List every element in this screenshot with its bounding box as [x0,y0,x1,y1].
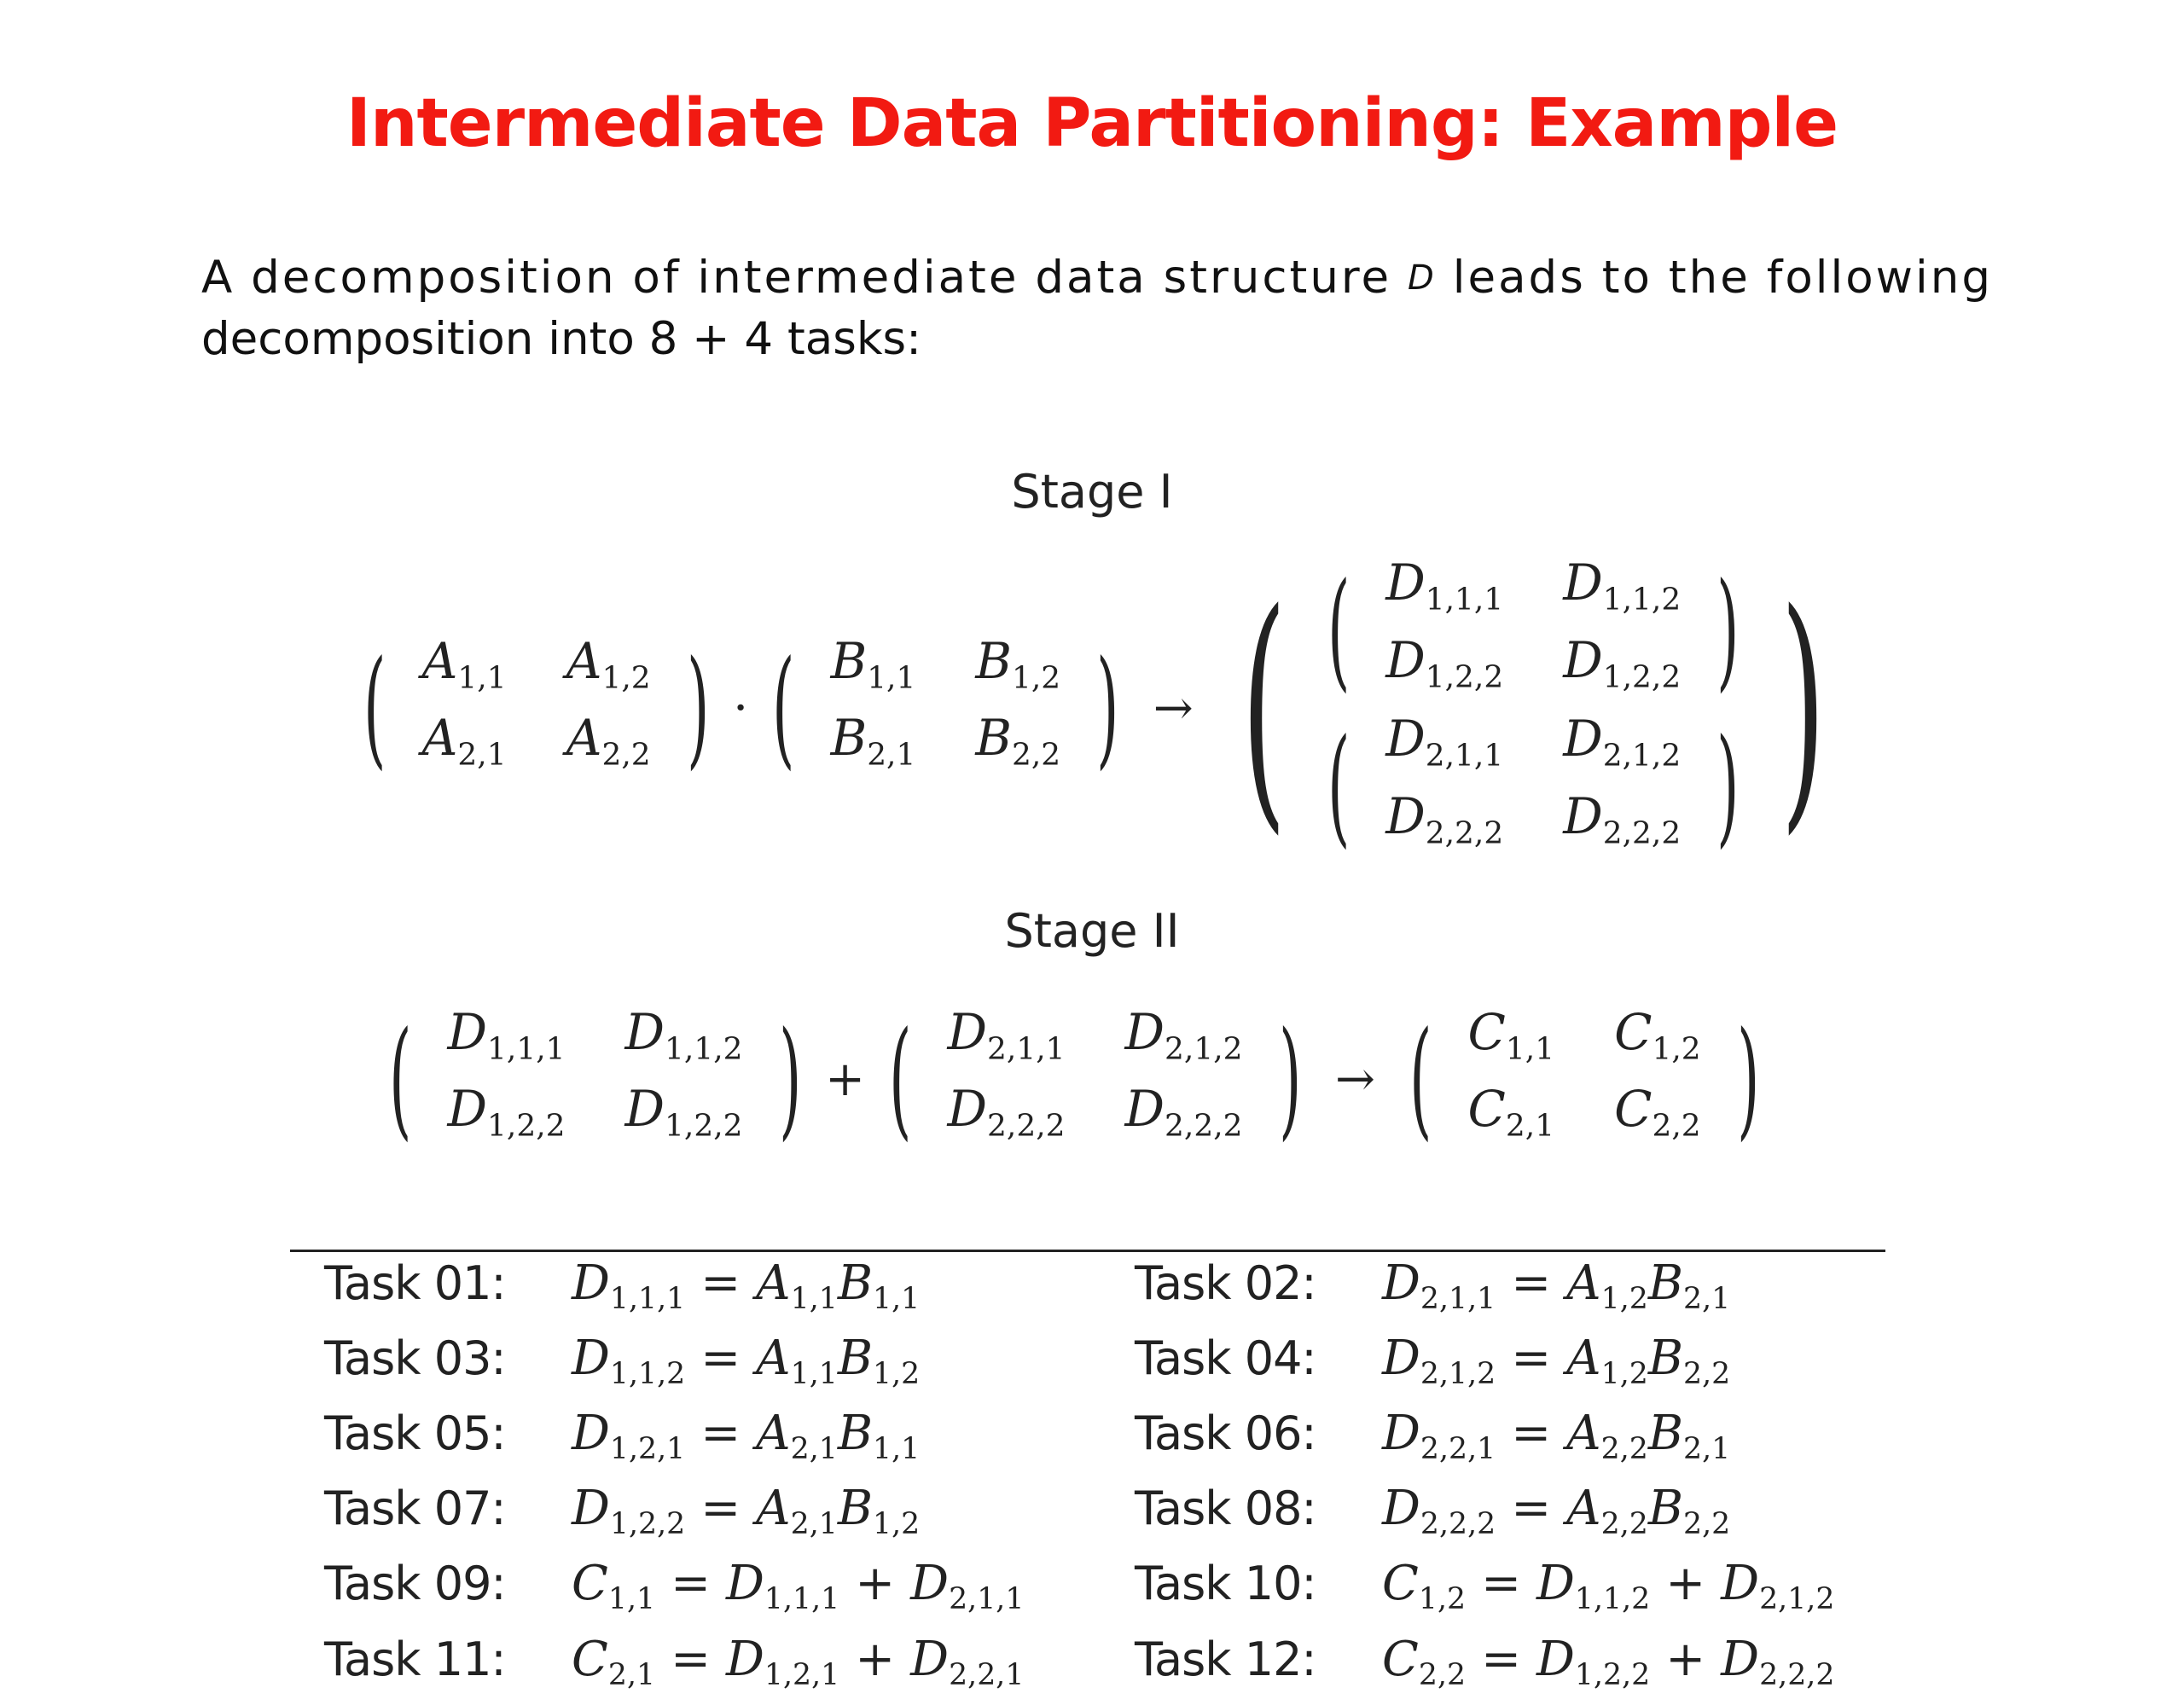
c-entry: $C_{1,1}$ [1467,1002,1555,1066]
b-entry: $B_{1,2}$ [975,631,1061,695]
task-expression [1382,1479,1877,1554]
matrix-c [1446,1002,1723,1154]
task-rhs-term: $D_{2,1,2}$ [1721,1556,1835,1617]
task-label: Task 09: [324,1557,506,1611]
task-rhs-term: $B_{1,2}$ [837,1331,921,1392]
task-expression [572,1479,1135,1554]
dot-operator: · [733,680,749,736]
stage-2-label: Stage II [1004,904,1180,958]
stage-2-equation [375,998,1773,1160]
a-entry: $A_{1,2}$ [566,631,651,695]
plus-sign: + [1665,1556,1706,1612]
task-rhs-term: $D_{2,1,1}$ [910,1556,1025,1617]
equals-sign: = [671,1631,711,1687]
task-rhs-term: $D_{2,2,1}$ [910,1631,1025,1692]
matrix-cell [1468,1082,1555,1154]
task-expression [572,1554,1135,1629]
matrix-cell [421,631,507,706]
matrix-cell [1563,786,1682,861]
b-entry: $B_{1,1}$ [830,631,916,695]
plus-sign: + [1665,1631,1706,1687]
task-label: Task 06: [1135,1406,1316,1461]
task-lhs: $C_{1,2}$ [1382,1556,1467,1617]
task-expression [1382,1404,1877,1479]
task-label: Task 05: [324,1406,506,1461]
task-rhs-term: $D_{1,2,1}$ [726,1631,840,1692]
left-paren: ( [889,1005,912,1153]
equals-sign: = [700,1331,741,1387]
right-paren: ) [1278,1005,1301,1153]
outer-left-paren: ( [1240,559,1287,856]
d-entry: $D_{1,2,2}$ [1385,630,1504,694]
task-rhs-term: $B_{2,1}$ [1647,1406,1731,1467]
arrow-operator: → [1335,1051,1375,1107]
intro-line-1: A decomposition of intermediate data structure D leads to the following [201,247,1993,309]
task-rhs-term: $A_{2,1}$ [756,1406,838,1467]
task-expression [572,1254,1135,1329]
d-entry: $D_{1,2,2}$ [624,1080,743,1144]
task-rhs-term: $D_{1,1,1}$ [726,1556,840,1617]
variable-d: D [1408,258,1437,298]
d-entry: $D_{1,1,2}$ [624,1002,743,1066]
equals-sign: = [1511,1481,1552,1537]
right-paren: ) [686,634,710,782]
stage-1-equation [350,554,1853,861]
task-rhs-term: $B_{2,2}$ [1647,1331,1731,1392]
matrix-cell [830,631,916,706]
d-entry: $D_{1,2,2}$ [447,1080,566,1144]
c-entry: $C_{2,1}$ [1467,1080,1555,1144]
task-rhs-term: $A_{2,2}$ [1566,1406,1648,1467]
right-paren: ) [1736,1005,1760,1153]
task-lhs: $D_{1,1,2}$ [572,1331,686,1392]
left-paren: ( [772,634,795,782]
task-rhs-term: $D_{1,1,2}$ [1536,1556,1651,1617]
task-rhs-term: $D_{1,2,2}$ [1536,1631,1651,1692]
d-entry: $D_{2,1,1}$ [1385,710,1504,774]
task-expression [572,1404,1135,1479]
d-entry: $D_{1,2,2}$ [1563,630,1682,694]
task-expression [1382,1254,1877,1329]
task-rhs-term: $A_{1,2}$ [1566,1331,1648,1392]
left-paren: ( [1327,711,1350,861]
equals-sign: = [671,1556,711,1612]
b-entry: $B_{2,1}$ [830,709,916,773]
equals-sign: = [1511,1406,1552,1462]
equals-sign: = [700,1481,741,1537]
left-paren: ( [389,1005,412,1153]
task-lhs: $D_{2,2,2}$ [1382,1481,1496,1542]
left-paren: ( [1327,555,1350,705]
task-rhs-term: $A_{2,2}$ [1566,1481,1648,1542]
matrix-cell [448,1082,566,1154]
matrix-cell [1124,1002,1243,1077]
d-entry: $D_{2,1,2}$ [1563,710,1682,774]
task-rhs-term: $A_{1,2}$ [1566,1256,1648,1317]
matrix-cell [1385,555,1503,628]
task-lhs: $C_{1,1}$ [572,1556,656,1617]
task-table [324,1254,1877,1705]
task-label: Task 08: [1135,1482,1316,1536]
matrix-cell [566,631,651,706]
stage-1-label: Stage I [1011,465,1173,519]
matrix-a [400,631,673,783]
task-label: Task 01: [324,1256,506,1310]
task-label: Task 02: [1135,1256,1316,1310]
task-rhs-term: $B_{2,2}$ [1647,1481,1731,1542]
matrix-cell [625,1082,743,1154]
right-paren: ) [1716,711,1740,861]
left-paren: ( [363,634,386,782]
matrix-cell [831,710,916,783]
equals-sign: = [1511,1256,1552,1311]
matrix-cell [422,710,507,783]
matrix-cell [1385,630,1504,705]
task-rhs-term: $B_{2,1}$ [1647,1256,1731,1317]
d-entry: $D_{1,1,1}$ [447,1002,566,1066]
matrix-cell [1563,555,1681,628]
task-rhs-term: $B_{1,1}$ [837,1406,921,1467]
table-top-rule [290,1250,1885,1252]
matrix-cell [1614,1002,1701,1077]
right-paren: ) [1096,634,1119,782]
matrix-d2 [926,1002,1265,1154]
matrix-cell [1125,1082,1243,1154]
matrix-cell [566,710,651,783]
task-lhs: $D_{2,1,2}$ [1382,1331,1496,1392]
a-entry: $A_{2,2}$ [566,709,651,773]
task-rhs-term: $A_{2,1}$ [756,1481,838,1542]
task-expression [572,1329,1135,1404]
matrix-cell [1467,1002,1555,1077]
matrix-cell [1614,1082,1701,1154]
equals-sign: = [1511,1331,1552,1387]
matrix-d-bottom [1363,711,1703,861]
task-label: Task 03: [324,1331,506,1386]
matrix-cell [975,631,1061,706]
equals-sign: = [700,1256,741,1311]
slide-title: Intermediate Data Partitioning: Example [346,85,1838,162]
task-expression [1382,1329,1877,1404]
a-entry: $A_{2,1}$ [421,709,507,773]
right-paren: ) [1716,555,1740,705]
outer-right-paren: ) [1780,559,1826,856]
task-label: Task 12: [1135,1632,1316,1686]
matrix-d-top [1363,555,1703,705]
matrix-d1 [426,1002,765,1154]
matrix-cell [1563,711,1681,784]
nested-bottom-block [1314,711,1753,861]
task-rhs-term: $B_{1,2}$ [837,1481,921,1542]
intro-line-2: decomposition into 8 + 4 tasks: [201,313,922,365]
task-lhs: $D_{1,2,1}$ [572,1406,686,1467]
d-entry: $D_{2,1,1}$ [947,1002,1066,1066]
intro-text [201,247,1993,370]
d-entry: $D_{1,1,2}$ [1563,554,1682,618]
plus-sign: + [855,1631,896,1687]
d-entry: $D_{1,1,1}$ [1385,554,1504,618]
matrix-cell [1385,711,1503,784]
matrix-cell [1563,630,1682,705]
task-lhs: $C_{2,1}$ [572,1631,656,1692]
arrow-operator: → [1153,680,1194,736]
task-lhs: $C_{2,2}$ [1382,1631,1467,1692]
task-label: Task 11: [324,1632,506,1686]
task-label: Task 10: [1135,1557,1316,1611]
matrix-cell [975,710,1060,783]
task-rhs-term: $A_{1,1}$ [756,1256,838,1317]
task-lhs: $D_{2,2,1}$ [1382,1406,1496,1467]
matrix-cell [1385,786,1504,861]
task-expression [1382,1630,1877,1705]
plus-sign: + [855,1556,896,1612]
nested-top-block [1314,555,1753,705]
d-entry: $D_{2,2,2}$ [947,1080,1066,1144]
task-lhs: $D_{1,2,2}$ [572,1481,686,1542]
d-entry: $D_{2,2,2}$ [1563,786,1682,850]
task-expression [1382,1554,1877,1629]
b-entry: $B_{2,2}$ [975,709,1061,773]
matrix-cell [447,1002,566,1077]
d-entry: $D_{2,1,2}$ [1124,1002,1243,1066]
a-entry: $A_{1,1}$ [421,631,507,695]
plus-operator: + [825,1051,865,1107]
d-entry: $D_{2,2,2}$ [1124,1080,1243,1144]
matrix-cell [948,1082,1066,1154]
left-paren: ( [1409,1005,1432,1153]
matrix-cell [624,1002,743,1077]
d-entry: $D_{2,2,2}$ [1385,786,1504,850]
task-label: Task 04: [1135,1331,1316,1386]
task-lhs: $D_{2,1,1}$ [1382,1256,1496,1317]
task-rhs-term: $D_{2,2,2}$ [1721,1631,1835,1692]
c-entry: $C_{1,2}$ [1614,1002,1701,1066]
right-paren: ) [778,1005,801,1153]
matrix-d-nested [1314,555,1753,861]
task-label: Task 07: [324,1482,506,1536]
task-rhs-term: $B_{1,1}$ [837,1256,921,1317]
c-entry: $C_{2,2}$ [1614,1080,1701,1144]
equals-sign: = [1481,1631,1521,1687]
task-expression [572,1630,1135,1705]
matrix-cell [947,1002,1066,1077]
matrix-b [809,631,1083,783]
equals-sign: = [1481,1556,1521,1612]
task-lhs: $D_{1,1,1}$ [572,1256,686,1317]
equals-sign: = [700,1406,741,1462]
task-rhs-term: $A_{1,1}$ [756,1331,838,1392]
